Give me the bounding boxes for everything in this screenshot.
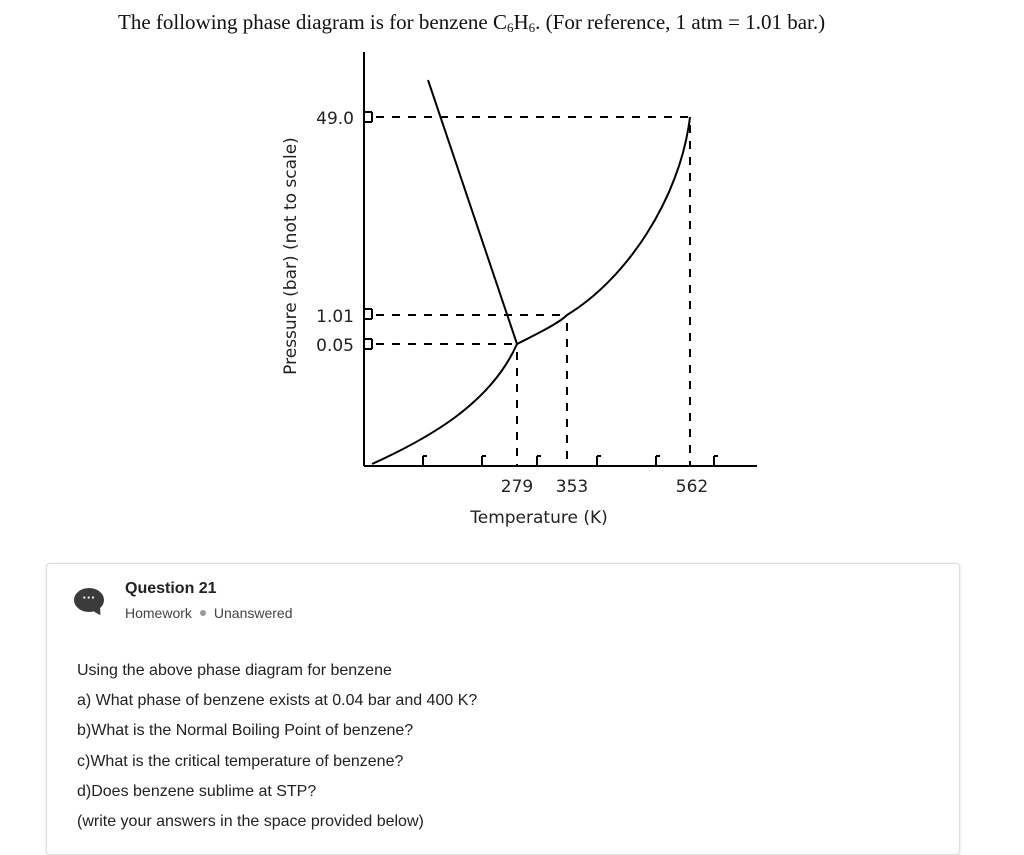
sublimation-curve [372,344,517,464]
y-tick-mark-high [364,112,372,122]
y-tick-label-boiling: 1.01 [316,307,354,327]
question-line: (write your answers in the space provided below) [77,813,424,831]
separator-dot [200,610,206,616]
question-card [46,563,960,855]
question-status: Unanswered [213,605,293,621]
y-axis-label: Pressure (bar) (not to scale) [281,137,301,375]
question-line: c)What is the critical temperature of benzene? [77,752,404,770]
question-line: a) What phase of benzene exists at 0.04 bar and 400 K? [77,692,478,710]
x-axis-label: Temperature (K) [470,508,608,528]
x-tick-marks [423,456,718,466]
phase-diagram-chart [0,40,800,540]
question-type: Homework [125,605,192,621]
y-tick-mark-low [364,339,372,349]
page-title: The following phase diagram is for benzene $C_6H_6$. (For reference, 1 atm = 1.01 bar.) [118,10,826,35]
y-tick-label-triple: 0.05 [316,336,354,356]
question-title: Question 21 [125,580,217,597]
question-line: d)Does benzene sublime at STP? [77,782,317,800]
vaporization-curve [517,117,690,344]
y-tick-mark-mid [364,309,372,319]
question-meta [125,605,293,621]
more-icon[interactable]: ··· [74,588,104,612]
y-tick-label-critical: 49.0 [316,109,354,129]
question-body [77,656,477,837]
x-tick-label-critical: 562 [675,477,709,497]
x-tick-label-triple: 279 [500,477,534,497]
melting-curve [428,80,517,344]
question-line: Using the above phase diagram for benzene [77,662,392,679]
question-line: b)What is the Normal Boiling Point of benzene? [77,722,414,740]
x-tick-label-boiling: 353 [555,477,589,497]
